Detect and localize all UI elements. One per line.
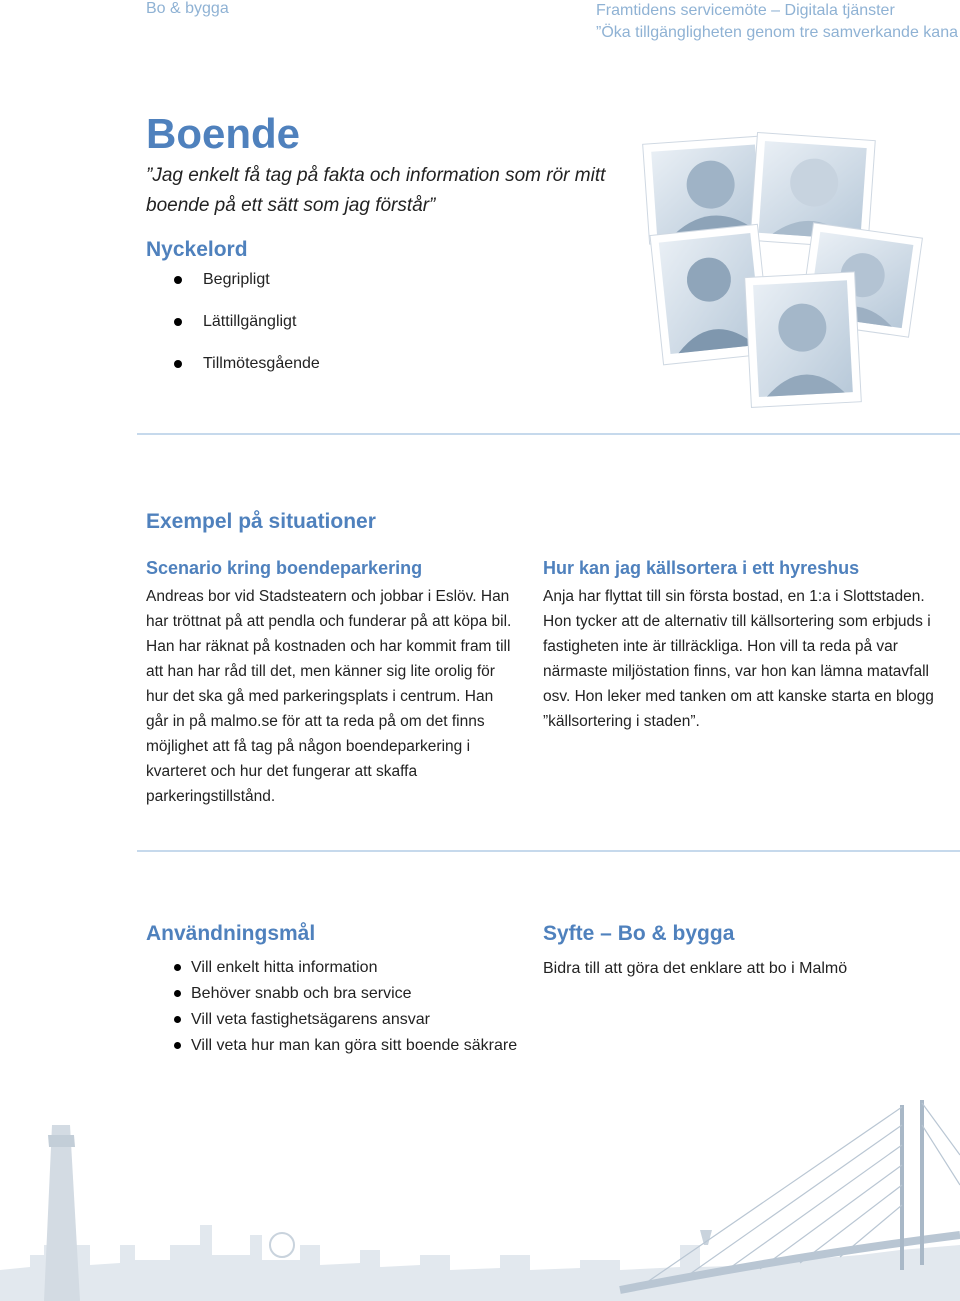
goals-list — [170, 956, 517, 1060]
running-header-right — [596, 0, 958, 44]
goal-item: Vill veta hur man kan göra sitt boende säkrare — [170, 1034, 517, 1060]
purpose-heading: Syfte – Bo & bygga — [543, 922, 735, 945]
section-divider — [137, 433, 960, 435]
goal-item: Vill veta fastighetsägarens ansvar — [170, 1008, 517, 1034]
keywords-heading: Nyckelord — [146, 238, 248, 261]
running-header-left: Bo & bygga — [146, 0, 229, 17]
keyword-item: Tillmötesgående — [170, 350, 320, 392]
goal-item: Behöver snabb och bra service — [170, 982, 517, 1008]
intro-quote: ”Jag enkelt få tag på fakta och information som rör mitt boende på ett sätt som jag förstår” — [146, 165, 606, 216]
page-title: Boende — [146, 110, 301, 157]
city-skyline-image — [0, 1095, 960, 1301]
situations-heading: Exempel på situationer — [146, 510, 376, 533]
keyword-item: Begripligt — [170, 266, 320, 308]
purpose-text: Bidra till att göra det enklare att bo i Malmö — [543, 960, 848, 977]
scenario-recycling-heading: Hur kan jag källsortera i ett hyreshus — [543, 558, 860, 578]
goals-heading: Användningsmål — [146, 922, 316, 945]
scenario-recycling-text: Anja har flyttat till sin första bostad, en 1:a i Slottstaden. Hon tycker att de alternativ till källsortering som erbjuds i fastigheten inte är tillräckliga. Hon vill ta reda på var närmaste miljöstation finns, var hon kan lämna matavfall osv. Hon leker med tanken om att kanske starta en blogg ”källsortering i staden”. — [543, 588, 934, 730]
keywords-list — [170, 266, 320, 392]
scenario-parking-text: Andreas bor vid Stadsteatern och jobbar i Eslöv. Han har tröttnat på att pendla och funderar på att köpa bil. Han har räknat på kostnaden och har kommit fram till att han har råd till det, men känner sig lite orolig för hur det ska gå med parkeringsplats i centrum. Han går in på malmo.se för att ta reda på om det finns möjlighet att få tag på någon boendeparkering i kvarteret och hur det fungerar att skaffa parkeringstillstånd. — [146, 588, 512, 805]
running-header-line-2: ”Öka tillgängligheten genom tre samverkande kana — [596, 24, 958, 41]
portrait-collage-image — [636, 130, 960, 420]
section-divider — [137, 850, 960, 852]
keyword-item: Lättillgängligt — [170, 308, 320, 350]
goal-item: Vill enkelt hitta information — [170, 956, 517, 982]
running-header-line-1: Framtidens servicemöte – Digitala tjänster — [596, 2, 895, 19]
scenario-parking-heading: Scenario kring boendeparkering — [146, 558, 423, 578]
